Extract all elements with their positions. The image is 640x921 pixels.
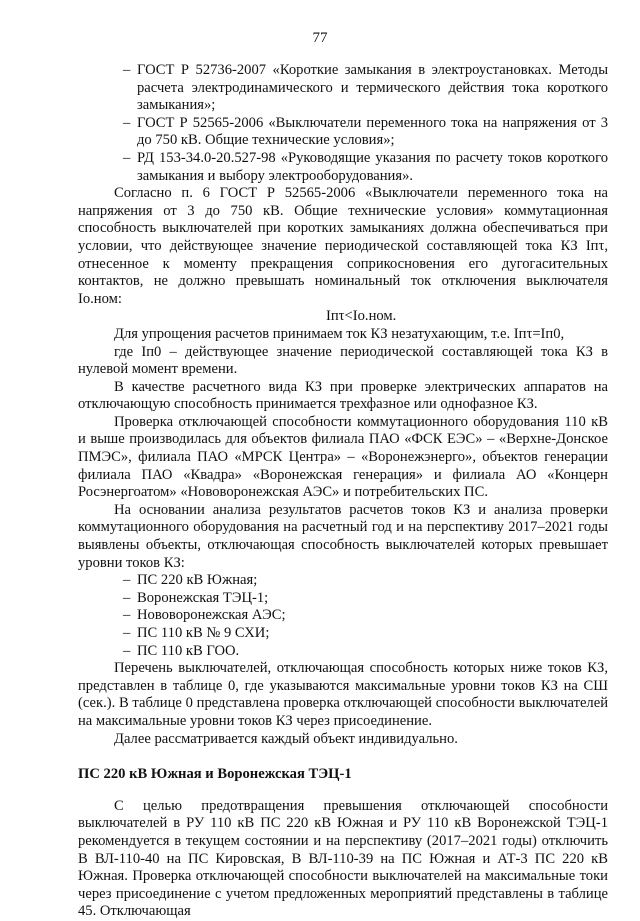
object-item: – ПС 110 кВ ГОО. [123,642,240,659]
paragraph-recommendation: С целью предотвращения превышения отключающей способности выключателей в РУ 110 кВ ПС 220 кВ Южная и РУ 110 кВ Воронежской ТЭЦ-1 рекомендуется в текущем состоянии и на перспективу (2017–2021 годы) отключить В ВЛ-110-40 на ПС Кировская, В ВЛ-110-39 на ПС Южная и АТ-3 ПС 220 кВ Южная. Проверка отключающей способности выключателей на максимальные токи через присоединение с учетом предложенных мероприятий представлены в таблице 45. Отключающая [78,797,608,920]
paragraph-gost-condition: Согласно п. 6 ГОСТ Р 52565-2006 «Выключатели переменного тока на напряжения от 3 до 750 кВ. Общие технические условия» коммутационная способность выключателей при коротких замыканиях должна обеспечиваться при условии, что действующее значение периодической составляющей тока КЗ Iпτ, отнесенное к моменту прекращения соприкосновения его дугогасительных контактов, не должно превышать номинальный ток отключения выключателя Iо.ном: [78,185,608,307]
dash-bullet-icon: – [123,589,131,606]
object-item: – Нововоронежская АЭС; [123,607,286,624]
dash-bullet-icon: – [123,572,131,589]
paragraph-check-scope: Проверка отключающей способности коммутационного оборудования 110 кВ и выше производилась для объектов филиала ПАО «ФСК ЕЭС» – «Верхне-Донское ПМЭС», филиала ПАО «МРСК Центра» – «Воронежэнерго», объектов генерации филиала ПАО «Квадра» «Воронежская генерация» и филиала АО «Концерн Росэнергоатом» «Нововоронежская АЭС» и потребительских ПС. [78,413,608,501]
paragraph-next: Далее рассматривается каждый объект индивидуально. [114,730,458,747]
dash-bullet-icon: – [123,607,131,624]
dash-bullet-icon: – [123,149,131,166]
paragraph-definition: где Iп0 – действующее значение периодической составляющей тока КЗ в нулевой момент времени. [78,343,608,378]
paragraph-simplification: Для упрощения расчетов принимаем ток КЗ незатухающим, т.е. Iпτ=Iп0, [114,325,565,342]
paragraph-analysis: На основании анализа результатов расчетов токов КЗ и анализа проверки коммутационного оборудования на расчетный год и на перспективу 2017–2021 годы выявлены объекты, отключающая способность выключателей которых превышает уровни токов КЗ: [78,501,608,571]
dash-bullet-icon: – [123,114,131,131]
paragraph-fault-type: В качестве расчетного вида КЗ при проверке электрических аппаратов на отключающую способность принимается трехфазное или однофазное КЗ. [78,378,608,413]
formula: Iпτ<Iо.ном. [326,308,397,325]
dash-bullet-icon: – [123,642,131,659]
reference-item: – РД 153-34.0-20.527-98 «Руководящие указания по расчету токов короткого замыкания и выбору электрооборудования». [123,149,608,184]
section-heading: ПС 220 кВ Южная и Воронежская ТЭЦ-1 [78,766,352,783]
dash-bullet-icon: – [123,625,131,641]
object-item: – Воронежская ТЭЦ-1; [123,589,269,606]
object-item: – ПС 110 кВ № 9 СХИ; [123,625,270,641]
page-number: 77 [312,30,328,46]
reference-item: – ГОСТ Р 52736-2007 «Короткие замыкания в электроустановках. Методы расчета электродинамического и термического действия тока короткого замыкания»; [123,62,608,114]
paragraph-breaker-list: Перечень выключателей, отключающая способность которых ниже токов КЗ, представлен в таблице 0, где указываются максимальные уровни токов КЗ на СШ (сек.). В таблице 0 представлена проверка отключающей способности выключателей на максимальные уровни токов КЗ через присоединение. [78,660,608,729]
object-item: – ПС 220 кВ Южная; [123,572,258,589]
dash-bullet-icon: – [123,62,131,78]
reference-item: – ГОСТ Р 52565-2006 «Выключатели переменного тока на напряжения от 3 до 750 кВ. Общие технические условия»; [123,114,608,149]
page-content [78,62,608,921]
